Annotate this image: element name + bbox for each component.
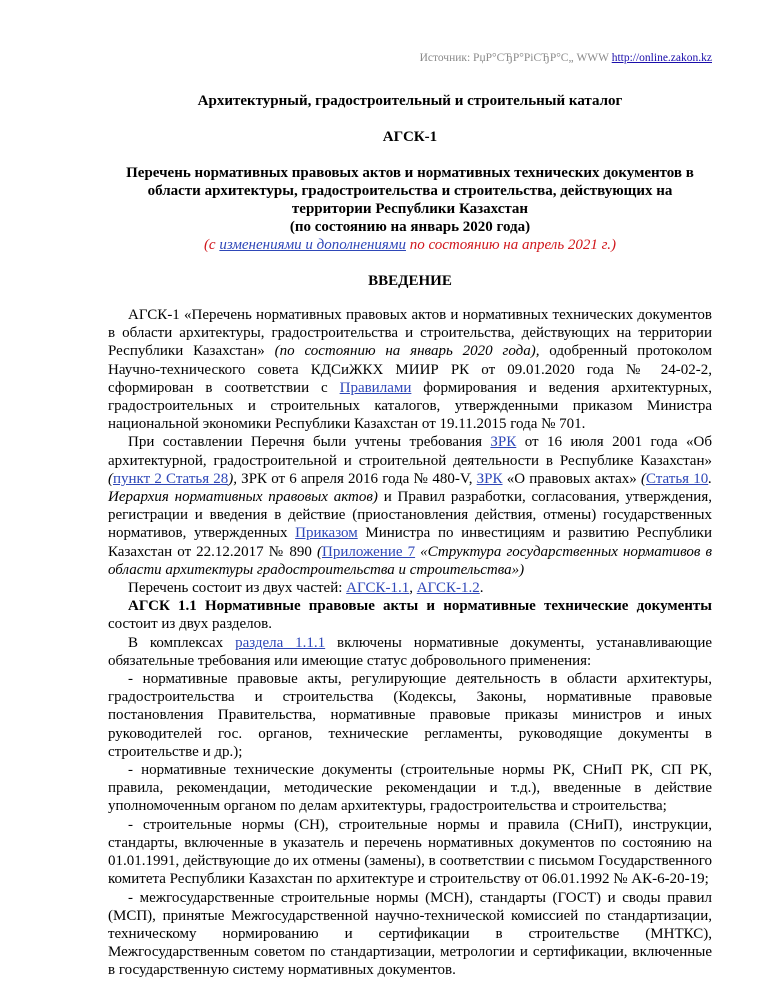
list-item: - нормативные правовые акты, регулирующие деятельность в области архитектуры, градостроительства и строительства (Кодексы, Законы, нормативные правовые постановления Правительства, нормативные правовые приказы министров и иных руководителей гос. органов, технические регламенты, руководящие документы в строительстве и др.); [108, 671, 712, 760]
section-heading-intro: ВВЕДЕНИЕ [368, 273, 452, 289]
source-line [108, 52, 712, 64]
agsk-1-2-link[interactable]: АГСК-1.2 [416, 580, 480, 597]
p3-text-b: , [409, 580, 417, 597]
paragraph-3 [108, 579, 712, 597]
paragraph-5 [108, 634, 712, 670]
catalog-code: АГСК-1 [382, 129, 438, 145]
catalog-title: Архитектурный, градостроительный и строительный каталог [197, 93, 623, 109]
changes-link[interactable]: изменениями и дополнениями [219, 237, 406, 253]
document-page [108, 52, 712, 980]
appendix-7-link[interactable]: Приложение 7 [322, 543, 416, 560]
p3-text-a: Перечень состоит из двух частей: [128, 580, 347, 597]
p1-text-d: формирования и ведения архитектурных, градостроительных и строительных каталогов, утвержденными приказом Министра национальной экономики Республики Казахстан от 19.11.2015 года № 701. [108, 379, 712, 433]
p2-text-e: ЗРК от 6 апреля 2016 года № 480-V, [237, 470, 477, 487]
p1-text-b: (по состоянию на январь 2020 года), [274, 343, 540, 360]
source-link[interactable]: http://online.zakon.kz [611, 52, 712, 64]
p2-text-f: «О правовых актах» [502, 470, 641, 487]
paragraph-2 [108, 433, 712, 579]
rules-link[interactable]: Правилами [339, 379, 412, 396]
p5-text-b: включены нормативные документы, устанавливающие обязательные требования или имеющие статус добровольного применения: [108, 634, 713, 669]
p5-text-a: В комплексах [128, 634, 236, 651]
p2-text-g: ( [640, 470, 646, 487]
p2-text-i: и Правил разработки, согласования, утверждения, регистрации и введения в действие (приостановления действия, отмены) государственных нормативов, утвержденных [108, 489, 712, 542]
p2-text-c: ( [108, 470, 113, 487]
section-1-1-1-link[interactable]: раздела 1.1.1 [235, 634, 326, 651]
changes-post: по состоянию на апрель 2021 г.) [405, 237, 617, 253]
p2-text-h: . Иерархия нормативных правовых актов) [108, 470, 712, 506]
document-state: (по состоянию на январь 2020 года) [289, 219, 531, 235]
agsk-1-1-link[interactable]: АГСК-1.1 [346, 580, 410, 597]
document-title: Перечень нормативных правовых актов и нормативных технических документов в области архитектуры, градостроительства и строительства, действующих на территории Республики Казахстан [126, 165, 694, 217]
article-10-link[interactable]: Статья 10 [645, 470, 709, 487]
p1-text-c: одобренный протоколом Научно-технического совета КДСиЖКХ МИИР РК от 09.01.2020 года № 24-02-2, сформирован в соответствии с [108, 343, 713, 396]
article-28-link[interactable]: пункт 2 Статья 28 [113, 470, 229, 487]
zrk-link-1[interactable]: ЗРК [490, 434, 517, 451]
p4-rest: состоит из двух разделов. [108, 616, 272, 633]
p2-text-k: ( [317, 543, 322, 560]
p2-text-a: При составлении Перечня были учтены требования [128, 434, 491, 451]
order-link[interactable]: Приказом [295, 525, 358, 542]
paragraph-4 [108, 597, 712, 633]
changes-pre: (с [203, 237, 220, 253]
paragraph-1 [108, 306, 712, 433]
list-item: - межгосударственные строительные нормы (МСН), стандарты (ГОСТ) и своды правил (МСП), принятые Межгосударственной научно-технической комиссией по стандартизации, техническому нормированию и сертификации в строительстве (МНТКС), Межгосударственным советом по стандартизации, метрологии и сертификации, включенные в государственную систему нормативных документов. [108, 889, 712, 979]
changes-note [108, 236, 712, 254]
p4-bold: АГСК 1.1 Нормативные правовые акты и нормативные технические документы [128, 598, 712, 615]
list-item: - строительные нормы (СН), строительные нормы и правила (СНиП), инструкции, стандарты, включенные в указатель и перечень нормативных документов по состоянию на 01.01.1991, действующие до их отмены (замены), в соответствии с письмом Государственного комитета Республики Казахстан по архитектуре и строительству от 06.01.1992 № АК-6-20-19; [108, 816, 712, 888]
p2-text-b: от 16 июля 2001 года «Об архитектурной, градостроительной и строительной деятельности в Республике Казахстан» [108, 434, 712, 469]
source-label: Источник: РџР°СЂР°РіСЂР°С„ WWW [419, 52, 609, 64]
p2-text-m: «Структура государственных нормативов в области архитектуры градостроительства и строительства») [108, 543, 712, 578]
zrk-link-2[interactable]: ЗРК [476, 470, 503, 487]
p1-text-a: АГСК-1 «Перечень нормативных правовых актов и нормативных технических документов в области архитектуры, градостроительства и строительства, действующих на территории Республики Казахстан» [108, 307, 712, 360]
p2-text-j: Министра по инвестициям и развитию Республики Казахстан от 22.12.2017 № 890 [108, 525, 712, 560]
p3-text-c: . [479, 580, 484, 597]
list-item: - нормативные технические документы (строительные нормы РК, СНиП РК, СП РК, правила, рекомендации, методические рекомендации и т.д.), введенные в действие уполномоченным органом по делам архитектуры, градостроительства и строительства; [108, 762, 712, 815]
p2-text-d: ), [228, 470, 238, 487]
